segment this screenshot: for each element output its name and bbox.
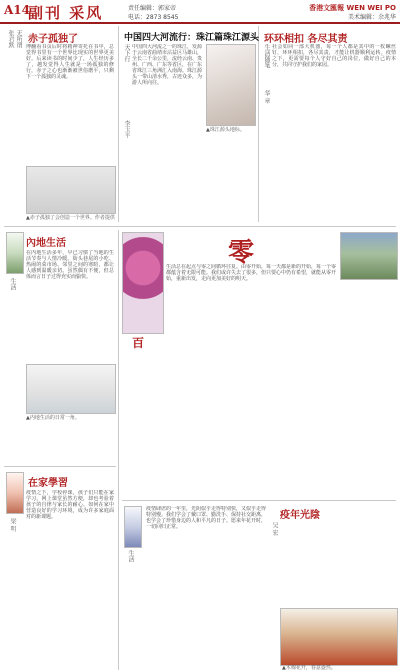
page-number: A14 [4, 3, 31, 17]
article-title: 环环相扣 各尽其责 [264, 34, 348, 45]
article-photo [26, 364, 116, 414]
date-line: 电话：2873 8545 [128, 14, 179, 21]
photo-caption: ▲赤子孤独了会创造一个世界。作者提供 [26, 215, 115, 221]
article-photo [340, 232, 398, 280]
plant-illustration [6, 472, 24, 514]
section-divider [4, 466, 116, 467]
article-author: 梁 明 [9, 518, 16, 532]
article-title: 赤子孤独了 [28, 34, 78, 45]
article-title: 中国四大河流行：珠江篇珠江源头 [124, 33, 260, 43]
article-kicker: 生活 [9, 278, 16, 290]
photo-caption: ▲内地生活的日常一角。 [26, 415, 80, 421]
section-title: 副刊 采风 [28, 4, 104, 22]
article-body: 生活总在起点与零之间循环往复。由零开始，每一天都是新的开始，每一个零都蕴含着无限可能。我们或许失去了很多，但只要心中仍有希望，就能从零开始，重新出发，走向更加美好的明天。 [166, 264, 336, 282]
column-mark: 百 [132, 336, 145, 350]
photo-caption: ▲珠江源头地标。 [206, 127, 245, 133]
article-title: 內地生活 [26, 238, 66, 249]
article-author: 李玉平 [123, 120, 130, 138]
article-title: 疫年光陰 [280, 510, 320, 521]
article-author: 吴 宏 [271, 522, 278, 536]
article-photo [206, 44, 256, 126]
article-kicker: 生活随笔 [263, 44, 270, 68]
art-editor-line: 美术编辑：余兆华 [347, 14, 396, 21]
article-author: 张君默 [7, 30, 14, 48]
article-body: 中国四大河流之一的珠江，发源于云南省曲靖市沾益区马雄山，全长二千余公里，流经云南、贵州、广西、广东等省区，在广东省珠江三角洲汇入南海。珠江源头一带山清水秀，古迹众多，为游人所向往。 [132, 44, 202, 86]
plant-illustration [6, 232, 24, 274]
article-body: 疫情之下，学校停课，孩子们只能在家学习。网上课堂虽然方便，却也考验着孩子的自律与家长的耐心。如何在家中营造良好的学习环境，成为许多家庭面对的新课题。 [26, 490, 114, 520]
article-body: 在内地生活多年，早已习惯了当地的生活节奏与人情冷暖。街头巷尾的小吃、热闹的菜市场、邻里之间的寒暄，都让人感到温暖亲切。虽然偶有不便，但总体而言日子过得充实而愉快。 [26, 250, 114, 280]
editor-line: 责任编辑：郭家帝 [128, 5, 177, 12]
column-divider [258, 26, 259, 222]
article-body-continued [26, 424, 114, 462]
article-kicker: 生活 [127, 550, 134, 562]
page-header [0, 0, 400, 24]
photo-caption: ▲木棉花开，春意盎然。 [282, 665, 336, 671]
section-divider [4, 226, 396, 227]
article-title: 在家學習 [28, 478, 68, 489]
plant-illustration [124, 506, 142, 548]
article-photo [280, 608, 398, 666]
article-kicker: 无所谓 [15, 30, 22, 48]
article-title: 零 [228, 238, 255, 268]
article-body-continued [280, 522, 396, 604]
column-divider [118, 230, 119, 670]
brand-name: 香港文匯報 WEN WEI PO [309, 4, 396, 12]
article-body-continued [340, 282, 396, 494]
article-body: 社会如同一部大机器，每一个人都是其中的一枚螺丝钉，环环相扣，各尽其责，才能让机器顺利运转。疫情之下，更需要每个人守好自己的岗位，做好自己的本分，共同守护我们的家园。 [272, 44, 396, 68]
article-author: 华 章 [263, 90, 270, 104]
hyacinth-illustration [122, 232, 164, 334]
column-divider [118, 26, 119, 222]
article-body: 博翻看书页后时将精神寄托在书中，总觉得书里有一个世界比现实的世界更美好。后来读书的时间少了，人生经历多了，越发觉得人生就是一场孤独的修行，赤子之心也渐渐被世俗磨平，只剩下一个孤独的灵魂。 [26, 44, 114, 80]
article-body: 疫情肆虐的一年里，光阴似乎走得特别快，又似乎走得特别慢。我们学会了戴口罩、勤洗手、保持社交距离，也学会了珍惜身边的人和平凡的日子。愿来年花开时，一切回归正常。 [146, 506, 266, 530]
article-photo [26, 166, 116, 214]
article-kicker: 天下行 [123, 44, 130, 62]
section-divider [122, 500, 396, 501]
